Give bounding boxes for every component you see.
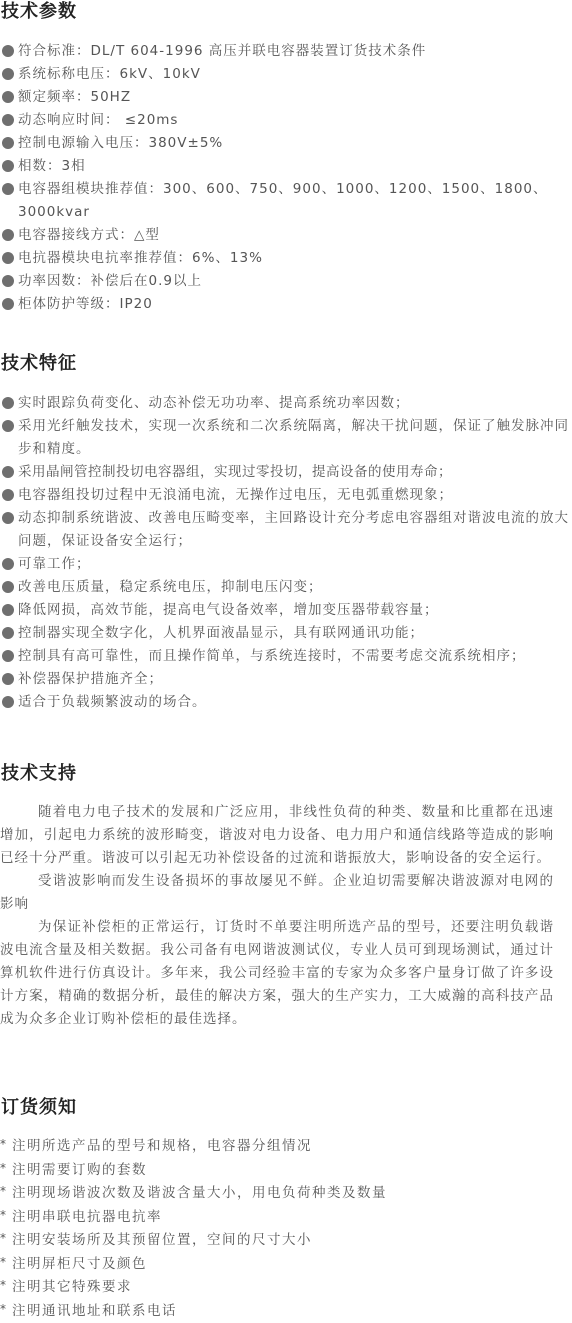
bullet-icon xyxy=(2,558,14,570)
list-item-text: 降低网损，高效节能，提高电气设备效率，增加变压器带载容量； xyxy=(18,602,439,618)
list-item xyxy=(0,1182,572,1206)
list-item xyxy=(0,224,572,247)
list-item-text: 控制具有高可靠性，而且操作简单，与系统连接时，不需要考虑交流系统相序； xyxy=(18,648,526,664)
support-body xyxy=(0,801,572,1031)
asterisk-icon: * xyxy=(0,1157,8,1181)
ordering-list xyxy=(0,1135,572,1323)
bullet-icon xyxy=(2,275,14,287)
list-item xyxy=(0,86,572,109)
list-item-text: 电容器组投切过程中无浪涌电流，无操作过电压，无电弧重燃现象； xyxy=(18,487,453,503)
list-item-text: 动态抑制系统谐波、改善电压畸变率，主回路设计充分考虑电容器组对谐波电流的放大问题，保证设备安全运行； xyxy=(18,510,569,549)
asterisk-icon: * xyxy=(0,1204,8,1228)
list-item-text: 功率因数：补偿后在0.9以上 xyxy=(18,273,202,289)
features-title: 技术特征 xyxy=(0,352,572,376)
bullet-icon xyxy=(2,252,14,264)
bullet-icon xyxy=(2,91,14,103)
asterisk-icon: * xyxy=(0,1251,8,1275)
bullet-icon xyxy=(2,420,14,432)
ordering-title: 订货须知 xyxy=(0,1096,572,1120)
features-section xyxy=(0,352,572,714)
asterisk-icon: * xyxy=(0,1133,8,1157)
bullet-icon xyxy=(2,397,14,409)
list-item xyxy=(0,1300,572,1323)
bullet-icon xyxy=(2,627,14,639)
list-item xyxy=(0,645,572,668)
list-item-text: 注明安装场所及其预留位置，空间的尺寸大小 xyxy=(12,1232,312,1248)
list-item-text: 电容器组模块推荐值：300、600、750、900、1000、1200、1500、1800、3000kvar xyxy=(18,181,548,220)
list-item xyxy=(0,132,572,155)
list-item-text: 电抗器模块电抗率推荐值：6%、13% xyxy=(18,250,263,266)
bullet-icon xyxy=(2,696,14,708)
list-item xyxy=(0,507,572,553)
bullet-icon xyxy=(2,229,14,241)
list-item-text: 控制电源输入电压：380V±5% xyxy=(18,135,223,151)
bullet-icon xyxy=(2,137,14,149)
bullet-icon xyxy=(2,183,14,195)
bullet-icon xyxy=(2,114,14,126)
list-item-text: 注明需要订购的套数 xyxy=(12,1162,147,1178)
list-item-text: 改善电压质量，稳定系统电压，抑制电压闪变； xyxy=(18,579,323,595)
support-title: 技术支持 xyxy=(0,762,572,786)
params-title: 技术参数 xyxy=(0,0,572,24)
list-item xyxy=(0,40,572,63)
bullet-icon xyxy=(2,604,14,616)
list-item-text: 补偿器保护措施齐全； xyxy=(18,671,163,687)
list-item xyxy=(0,63,572,86)
list-item xyxy=(0,178,572,224)
list-item xyxy=(0,1135,572,1159)
list-item-text: 符合标准：DL/T 604-1996 高压并联电容器装置订货技术条件 xyxy=(18,43,426,59)
list-item xyxy=(0,484,572,507)
bullet-icon xyxy=(2,650,14,662)
bullet-icon xyxy=(2,512,14,524)
params-list xyxy=(0,40,572,316)
list-item-text: 注明屏柜尺寸及颜色 xyxy=(12,1256,147,1272)
list-item xyxy=(0,599,572,622)
list-item xyxy=(0,270,572,293)
list-item-text: 注明其它特殊要求 xyxy=(12,1279,132,1295)
ordering-section xyxy=(0,1096,572,1323)
list-item-text: 电容器接线方式：△型 xyxy=(18,227,160,243)
list-item xyxy=(0,109,572,132)
list-item-text: 可靠工作； xyxy=(18,556,91,572)
list-item xyxy=(0,415,572,461)
list-item-text: 控制器实现全数字化，人机界面液晶显示，具有联网通讯功能； xyxy=(18,625,424,641)
list-item xyxy=(0,1229,572,1253)
list-item xyxy=(0,1206,572,1230)
list-item xyxy=(0,392,572,415)
support-paragraph: 随着电力电子技术的发展和广泛应用，非线性负荷的种类、数量和比重都在迅速增加，引起电力系统的波形畸变，谐波对电力设备、电力用户和通信线路等造成的影响已经十分严重。谐波可以引起无功补偿设备的过流和谐振放大，影响设备的安全运行。 xyxy=(0,801,572,870)
bullet-icon xyxy=(2,673,14,685)
list-item xyxy=(0,247,572,270)
list-item xyxy=(0,155,572,178)
list-item xyxy=(0,691,572,714)
list-item-text: 采用光纤触发技术，实现一次系统和二次系统隔离，解决干扰问题，保证了触发脉冲同步和精度。 xyxy=(18,418,569,457)
list-item xyxy=(0,668,572,691)
list-item xyxy=(0,622,572,645)
list-item-text: 注明现场谐波次数及谐波含量大小，用电负荷种类及数量 xyxy=(12,1185,387,1201)
support-paragraph: 受谐波影响而发生设备损坏的事故屡见不鲜。企业迫切需要解决谐波源对电网的影响 xyxy=(0,870,572,916)
list-item-text: 注明所选产品的型号和规格，电容器分组情况 xyxy=(12,1138,312,1154)
asterisk-icon: * xyxy=(0,1227,8,1251)
list-item xyxy=(0,1159,572,1183)
list-item xyxy=(0,553,572,576)
bullet-icon xyxy=(2,160,14,172)
params-section xyxy=(0,0,572,316)
list-item xyxy=(0,1253,572,1277)
asterisk-icon: * xyxy=(0,1298,8,1322)
list-item-text: 相数：3相 xyxy=(18,158,86,174)
bullet-icon xyxy=(2,581,14,593)
asterisk-icon: * xyxy=(0,1274,8,1298)
bullet-icon xyxy=(2,489,14,501)
support-section xyxy=(0,762,572,1031)
bullet-icon xyxy=(2,466,14,478)
bullet-icon xyxy=(2,45,14,57)
support-paragraph: 为保证补偿柜的正常运行，订货时不单要注明所选产品的型号，还要注明负载谐波电流含量及相关数据。我公司备有电网谐波测试仪，专业人员可到现场测试，通过计算机软件进行仿真设计。多年来，我公司经验丰富的专家为众多客户量身订做了许多设计方案，精确的数据分析，最佳的解决方案，强大的生产实力，工大威瀚的高科技产品成为众多企业订购补偿柜的最佳选择。 xyxy=(0,916,572,1031)
list-item-text: 采用晶闸管控制投切电容器组，实现过零投切，提高设备的使用寿命； xyxy=(18,464,452,480)
list-item-text: 额定频率：50HZ xyxy=(18,89,131,105)
list-item xyxy=(0,461,572,484)
bullet-icon xyxy=(2,68,14,80)
asterisk-icon: * xyxy=(0,1180,8,1204)
list-item-text: 注明通讯地址和联系电话 xyxy=(12,1303,177,1319)
bullet-icon xyxy=(2,298,14,310)
list-item-text: 实时跟踪负荷变化、动态补偿无功功率、提高系统功率因数； xyxy=(18,395,410,411)
list-item xyxy=(0,293,572,316)
list-item xyxy=(0,576,572,599)
list-item-text: 注明串联电抗器电抗率 xyxy=(12,1209,162,1225)
features-list xyxy=(0,392,572,714)
list-item-text: 适合于负载频繁波动的场合。 xyxy=(18,694,207,710)
list-item-text: 柜体防护等级：IP20 xyxy=(18,296,153,312)
list-item-text: 系统标称电压：6kV、10kV xyxy=(18,66,201,82)
list-item-text: 动态响应时间： ≤20ms xyxy=(18,112,178,128)
list-item xyxy=(0,1276,572,1300)
